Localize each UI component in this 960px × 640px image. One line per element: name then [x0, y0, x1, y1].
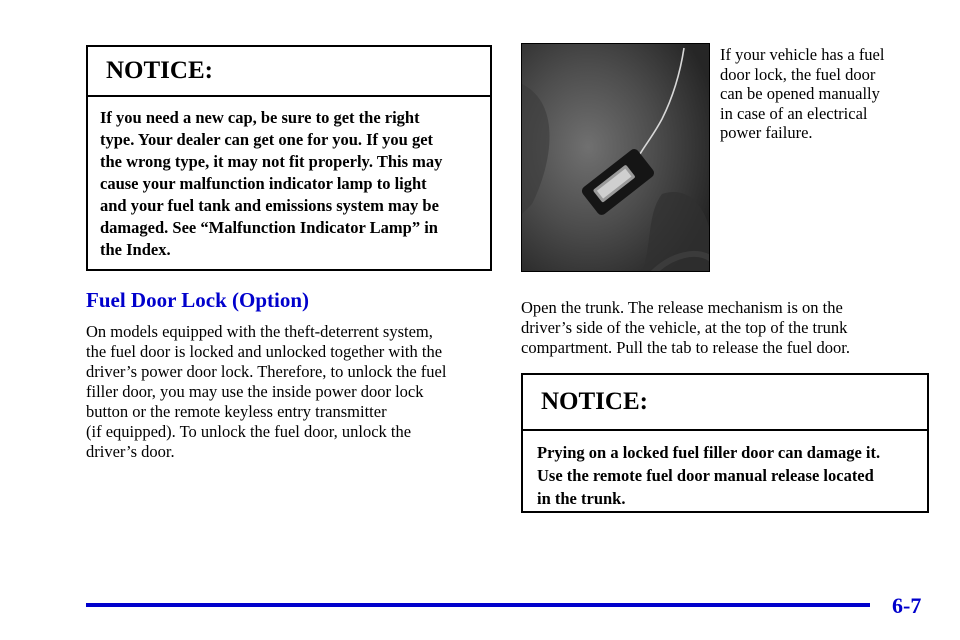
notice-line: If you need a new cap, be sure to get the right — [100, 108, 420, 127]
release-tab-illustration — [522, 44, 710, 272]
photo-caption — [720, 45, 925, 143]
paragraph-line: driver’s power door lock. Therefore, to unlock the fuel — [86, 362, 447, 381]
notice-heading: NOTICE: — [523, 375, 927, 431]
caption-line: can be opened manually — [720, 84, 880, 103]
notice-text — [523, 431, 927, 510]
fuel-door-release-photo — [521, 43, 710, 272]
caption-line: in case of an electrical — [720, 103, 868, 123]
notice-line: cause your malfunction indicator lamp to light — [100, 174, 427, 193]
paragraph-line: driver’s door. — [86, 442, 175, 461]
paragraph-line: driver’s side of the vehicle, at the top of the trunk — [521, 318, 848, 337]
section-title: Fuel Door Lock (Option) — [86, 288, 310, 312]
notice-line: Prying on a locked fuel filler door can damage it. — [537, 443, 881, 462]
notice-line: the wrong type, it may not fit properly. This may — [100, 152, 443, 171]
notice-line: and your fuel tank and emissions system may be — [100, 196, 439, 215]
paragraph-line: On models equipped with the theft-deterrent system, — [86, 322, 433, 341]
notice-box-fuel-cap — [86, 45, 492, 271]
notice-line: damaged. See “Malfunction Indicator Lamp” in — [100, 218, 438, 237]
caption-line: door lock, the fuel door — [720, 64, 876, 84]
paragraph-line: filler door, you may use the inside power door lock — [86, 382, 424, 401]
paragraph-line: (if equipped). To unlock the fuel door, unlock the — [86, 422, 412, 441]
notice-line: in the trunk. — [537, 489, 626, 508]
fuel-door-lock-paragraph — [86, 322, 486, 462]
trunk-release-paragraph — [521, 298, 921, 358]
caption-line: power failure. — [720, 123, 813, 142]
paragraph-line: Open the trunk. The release mechanism is on the — [521, 298, 843, 317]
notice-line: the Index. — [100, 240, 171, 259]
paragraph-line: button or the remote keyless entry transmitter — [86, 402, 387, 421]
caption-line: If your vehicle has a fuel — [720, 45, 885, 64]
page-number: 6-7 — [892, 593, 922, 618]
paragraph-line: compartment. Pull the tab to release the fuel door. — [521, 338, 850, 357]
notice-text — [88, 97, 490, 261]
notice-box-prying — [521, 373, 929, 513]
footer-rule — [86, 603, 870, 607]
notice-line: Use the remote fuel door manual release located — [537, 466, 874, 485]
paragraph-line: the fuel door is locked and unlocked together with the — [86, 342, 443, 361]
notice-line: type. Your dealer can get one for you. If you get — [100, 130, 434, 149]
notice-heading: NOTICE: — [88, 47, 490, 97]
